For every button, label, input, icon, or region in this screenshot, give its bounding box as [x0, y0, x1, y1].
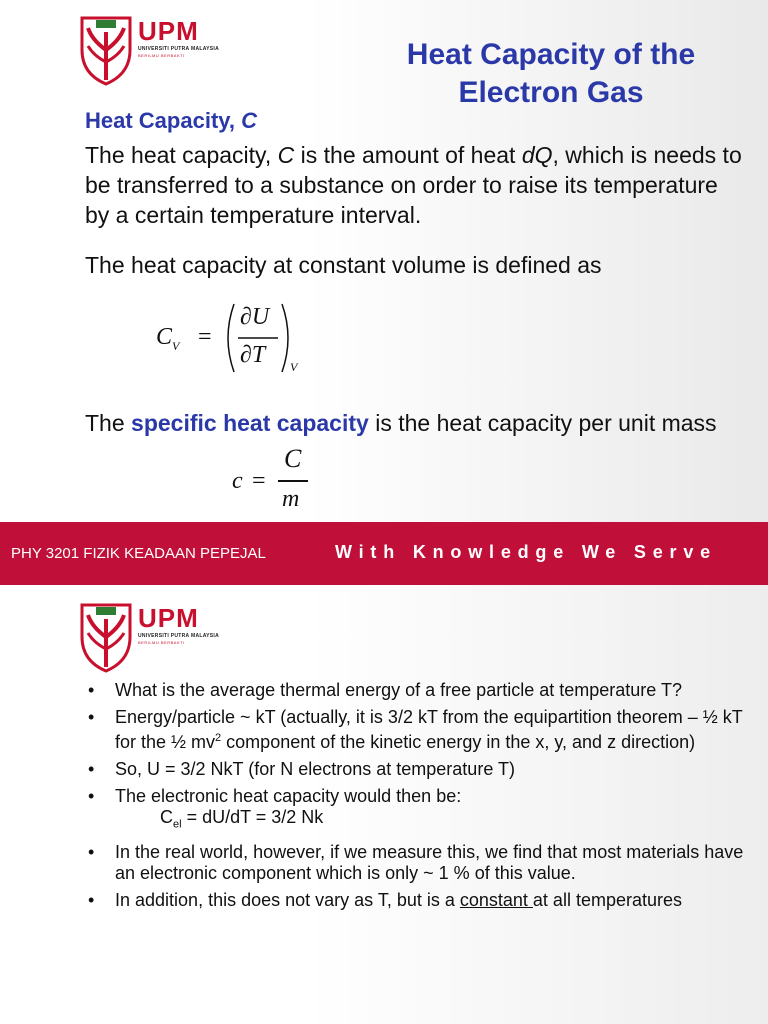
para3-text-1: The	[85, 410, 132, 436]
upm-emblem-icon	[78, 10, 134, 86]
formula-c: C	[160, 807, 173, 827]
bullet-dot: •	[88, 680, 95, 700]
upm-wordmark: UPM	[138, 603, 199, 633]
list-item	[88, 759, 768, 780]
eq2-fraction-bar	[278, 480, 308, 482]
bullet-text: What is the average thermal energy of a free particle at temperature T?	[115, 680, 682, 700]
formula-rest: = dU/dT = 3/2 Nk	[181, 807, 324, 827]
upm-subtitle: UNIVERSITI PUTRA MALAYSIA	[138, 633, 220, 639]
upm-emblem-icon	[78, 597, 134, 673]
bullet-text: component of the kinetic energy in the x, y, and z direction)	[221, 732, 696, 752]
heading-variable: C	[241, 108, 257, 133]
eq1-subscript: V	[290, 360, 298, 374]
specific-heat-paragraph	[85, 408, 735, 438]
formula-subscript: el	[173, 818, 182, 831]
heat-capacity-formula	[115, 807, 768, 836]
upm-motto: BERILMU BERBAKTI	[138, 53, 185, 58]
eq1-lhs-symbol: C	[156, 324, 173, 350]
para1-var-c: C	[277, 142, 295, 168]
eq2-lhs: c	[232, 468, 243, 494]
list-item	[88, 890, 768, 911]
para1-text-3: , which is needs to be transferred to a substance on order to raise its temperature by a certain temperature interval.	[85, 142, 742, 228]
heat-capacity-equation	[156, 298, 316, 378]
bullet-dot: •	[88, 841, 95, 862]
title-line-2: Electron Gas	[458, 76, 644, 109]
title-line-1: Heat Capacity of the	[406, 38, 696, 71]
eq1-equals: =	[198, 324, 212, 350]
para1-text-1: The heat capacity,	[85, 142, 278, 168]
upm-logo	[78, 10, 219, 86]
list-item	[88, 707, 768, 753]
slide-footer	[0, 522, 768, 585]
eq2-denominator: m	[282, 486, 300, 512]
upm-logo	[78, 597, 219, 673]
motto-banner: With Knowledge We Serve	[335, 542, 717, 562]
eq1-lhs	[156, 324, 179, 354]
specific-heat-equation	[232, 442, 322, 520]
list-item	[88, 680, 768, 701]
para3-text-2: is the heat capacity per unit mass	[368, 410, 717, 436]
bullet-dot: •	[88, 889, 95, 910]
upm-motto: BERILMU BERBAKTI	[138, 640, 185, 645]
bullet-text: In the real world, however, if we measure this, we find that most materials have an electronic component which is only ~ 1 % of this value.	[115, 841, 744, 883]
specific-heat-highlight: specific heat capacity	[131, 410, 369, 436]
course-code: PHY 3201 FIZIK KEADAAN PEPEJAL	[11, 545, 266, 562]
bullet-text: So, U = 3/2 NkT (for N electrons at temperature T)	[115, 759, 515, 779]
eq2-numerator: C	[284, 444, 302, 473]
underlined-word: constant	[459, 889, 533, 910]
list-item	[88, 786, 768, 836]
heading-text: Heat Capacity,	[85, 108, 242, 133]
bullet-dot: •	[88, 707, 95, 727]
definition-paragraph	[85, 140, 745, 230]
eq2-equals: =	[252, 468, 266, 494]
section-heading	[85, 108, 257, 134]
list-item	[88, 842, 768, 884]
para1-text-2: is the amount of heat	[294, 142, 522, 168]
bullet-list	[88, 680, 768, 917]
bullet-text: In addition, this does not vary as T, but is a	[115, 889, 460, 910]
bullet-text: Energy/particle ~ kT (actually, it is 3/2 kT from the equipartition theorem – ½ kT for the ½ mv	[115, 707, 743, 752]
superscript: 2	[215, 732, 222, 744]
eq1-lhs-subscript: V	[172, 338, 180, 353]
slide-title	[356, 36, 746, 112]
upm-wordmark: UPM	[138, 16, 199, 46]
bullet-dot: •	[88, 786, 95, 806]
para1-var-dq: dQ	[521, 142, 553, 168]
bullet-dot: •	[88, 759, 95, 779]
eq1-numerator: ∂U	[240, 304, 270, 330]
bullet-text: The electronic heat capacity would then be:	[115, 786, 462, 806]
bullet-text: at all temperatures	[532, 889, 682, 910]
eq1-denominator: ∂T	[240, 342, 266, 368]
slide-2	[0, 585, 768, 1024]
upm-subtitle: UNIVERSITI PUTRA MALAYSIA	[138, 46, 220, 52]
constant-volume-paragraph: The heat capacity at constant volume is defined as	[85, 252, 602, 278]
